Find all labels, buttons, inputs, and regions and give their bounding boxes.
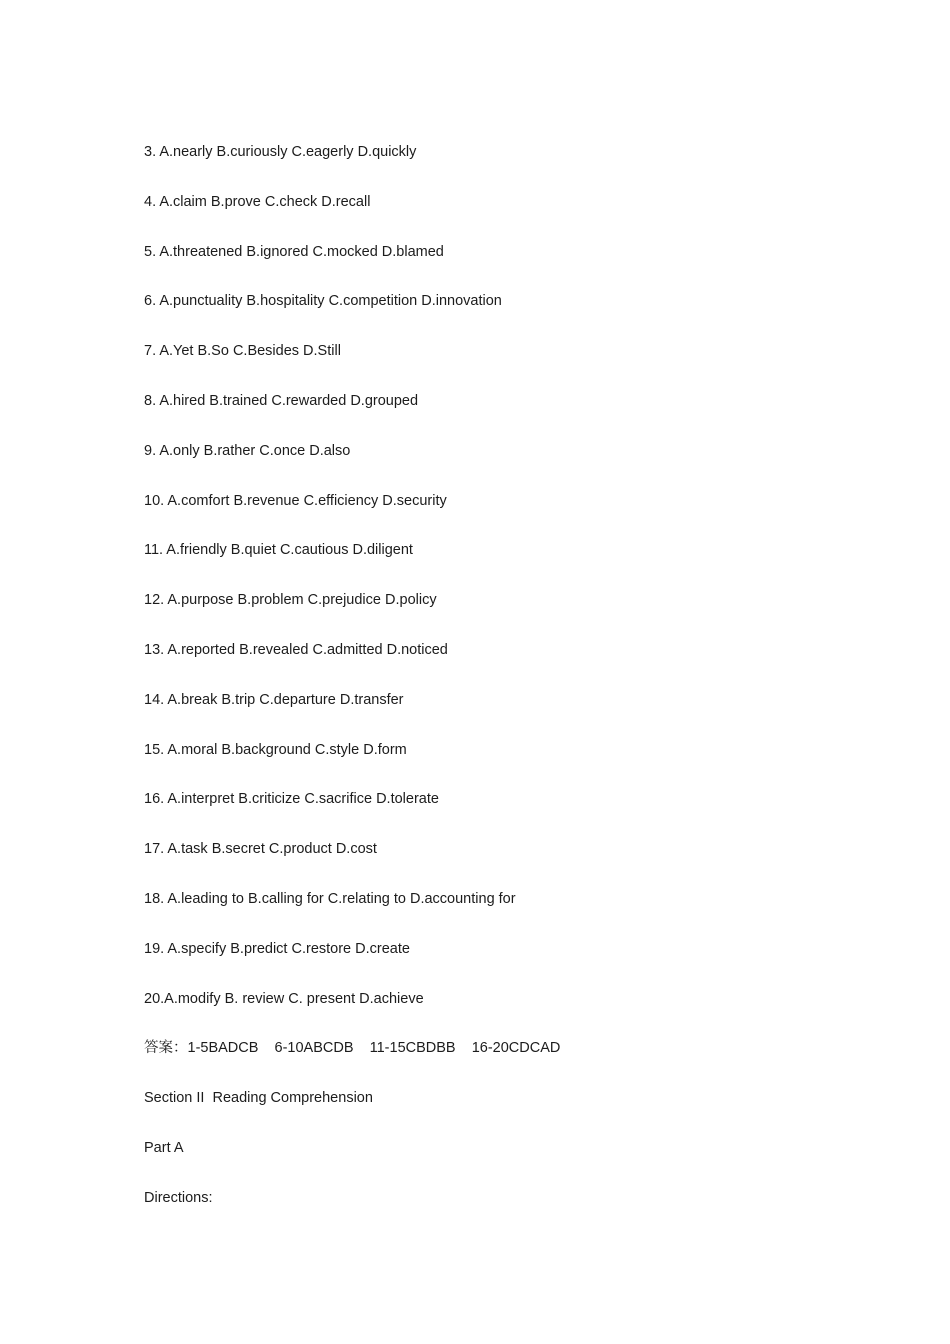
question-5: 5. A.threatened B.ignored C.mocked D.blamed: [144, 243, 444, 260]
question-3: 3. A.nearly B.curiously C.eagerly D.quickly: [144, 144, 417, 160]
question-8: 8. A.hired B.trained C.rewarded D.grouped: [144, 392, 419, 409]
answer-label: 答案：: [144, 1040, 188, 1057]
directions-label: Directions:: [144, 1189, 213, 1206]
question-9: 9. A.only B.rather C.once D.also: [144, 442, 351, 459]
question-12: 12. A.purpose B.problem C.prejudice D.policy: [144, 592, 437, 609]
question-18: 18. A.leading to B.calling for C.relating to D.accounting for: [144, 890, 516, 907]
question-6: 6. A.punctuality B.hospitality C.competition D.innovation: [144, 293, 502, 310]
question-7: 7. A.Yet B.So C.Besides D.Still: [144, 343, 341, 360]
question-15: 15. A.moral B.background C.style D.form: [144, 741, 407, 758]
answer-values: 1-5BADCB 6-10ABCDB 11-15CBDBB 16-20CDCAD: [187, 1040, 561, 1057]
answer-key: [144, 1036, 844, 1086]
question-17: 17. A.task B.secret C.product D.cost: [144, 841, 377, 858]
question-19: 19. A.specify B.predict C.restore D.create: [144, 940, 410, 957]
page-content: [144, 140, 844, 1236]
question-10: 10. A.comfort B.revenue C.efficiency D.security: [144, 492, 447, 509]
section-title: Section II Reading Comprehension: [144, 1090, 373, 1107]
question-13: 13. A.reported B.revealed C.admitted D.noticed: [144, 641, 448, 658]
question-11: 11. A.friendly B.quiet C.cautious D.diligent: [144, 542, 413, 559]
part-title: Part A: [144, 1139, 184, 1156]
question-4: 4. A.claim B.prove C.check D.recall: [144, 193, 371, 210]
question-14: 14. A.break B.trip C.departure D.transfer: [144, 691, 404, 708]
question-20: 20.A.modify B. review C. present D.achieve: [144, 990, 424, 1007]
question-16: 16. A.interpret B.criticize C.sacrifice D.tolerate: [144, 791, 439, 808]
